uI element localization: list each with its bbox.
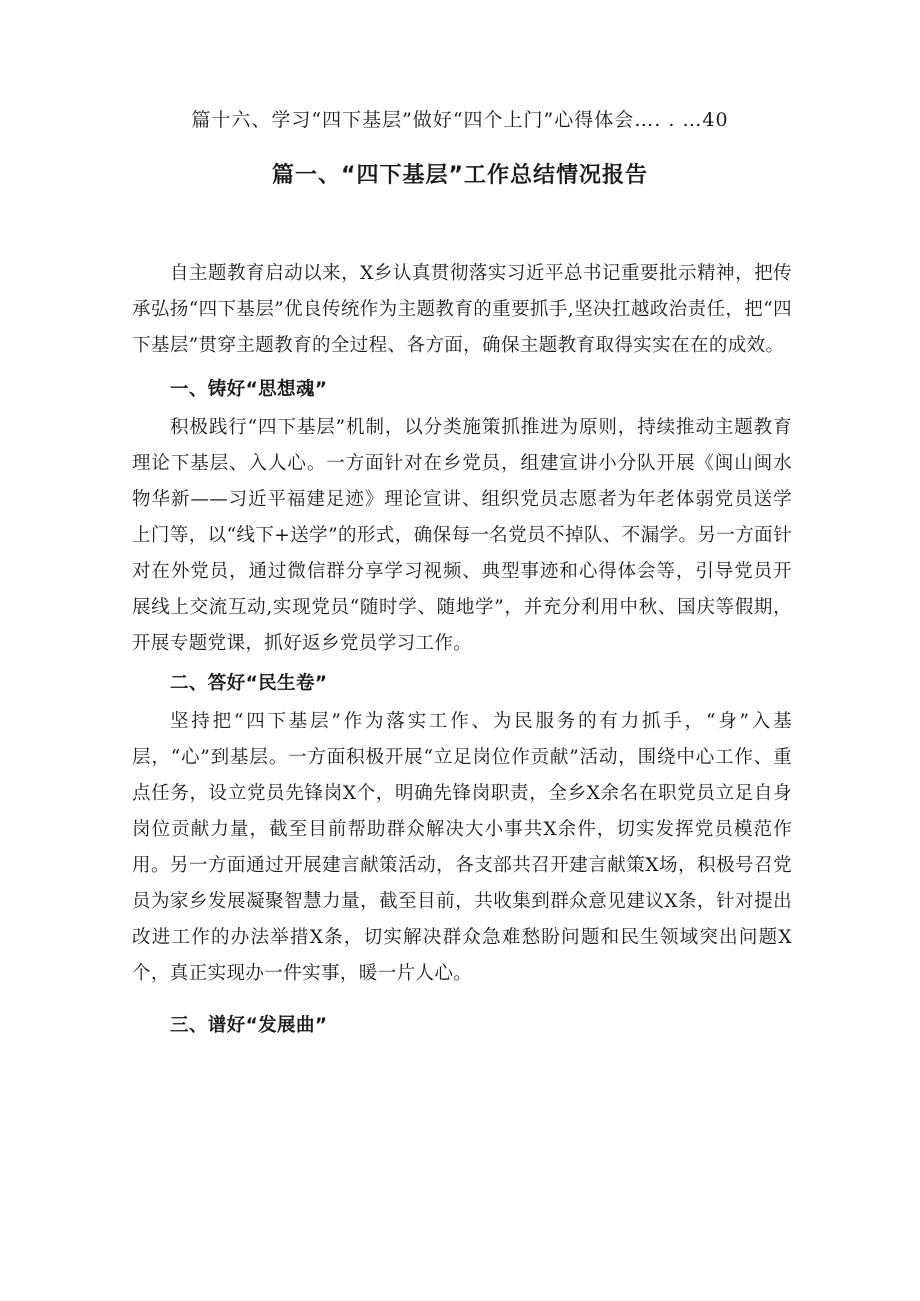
section-paragraph-1: 积极践行“四下基层”机制，以分类施策抓推进为原则，持续推动主题教育理论下基层、入人心。一方面针对在乡党员，组建宣讲小分队开展《闽山闽水物华新——习近平福建足迹》理论宣讲、组织党员志愿者为年老体弱党员送学上门等，以“线下+送学”的形式，确保每一名党员不掉队、不漏学。另一方面针对在外党员，通过微信群分享学习视频、典型事迹和心得体会等，引导党员开展线上交流互动,实现党员“随时学、随地学”，并充分利用中秋、国庆等假期，开展专题党课，抓好返乡党员学习工作。 [132,417,792,654]
document-body [132,256,792,1044]
toc-entry: 篇十六、学习“四下基层”做好“四个上门”心得体会…. . …40 [191,109,729,131]
intro-paragraph: 自主题教育启动以来，X乡认真贯彻落实习近平总书记重要批示精神，把传承弘扬“四下基层”优良传统作为主题教育的重要抓手,坚决扛越政治责任，把“四下基层”贯穿主题教育的全过程、各方面，确保主题教育取得实实在在的成效。 [132,263,792,356]
section-heading-1: 一、铸好“思想魂” [170,379,328,400]
section-heading-2: 二、答好“民生卷” [170,673,328,694]
document-title: 篇一、“四下基层”工作总结情况报告 [272,163,648,188]
section-heading-3: 三、谱好“发展曲” [170,1015,328,1036]
section-paragraph-2: 坚持把“四下基层”作为落实工作、为民服务的有力抓手，“身”入基层，“心”到基层。一方面积极开展“立足岗位作贡献”活动，围绕中心工作、重点任务，设立党员先锋岗X个，明确先锋岗职责，全乡X余名在职党员立足自身岗位贡献力量，截至目前帮助群众解决大小事共X余件，切实发挥党员模范作用。另一方面通过开展建言献策活动，各支部共召开建言献策X场，积极号召党员为家乡发展凝聚智慧力量，截至目前，共收集到群众意见建议X条，针对提出改进工作的办法举措X条，切实解决群众急难愁盼问题和民生领域突出问题X个，真正实现办一件实事，暖一片人心。 [132,711,792,984]
